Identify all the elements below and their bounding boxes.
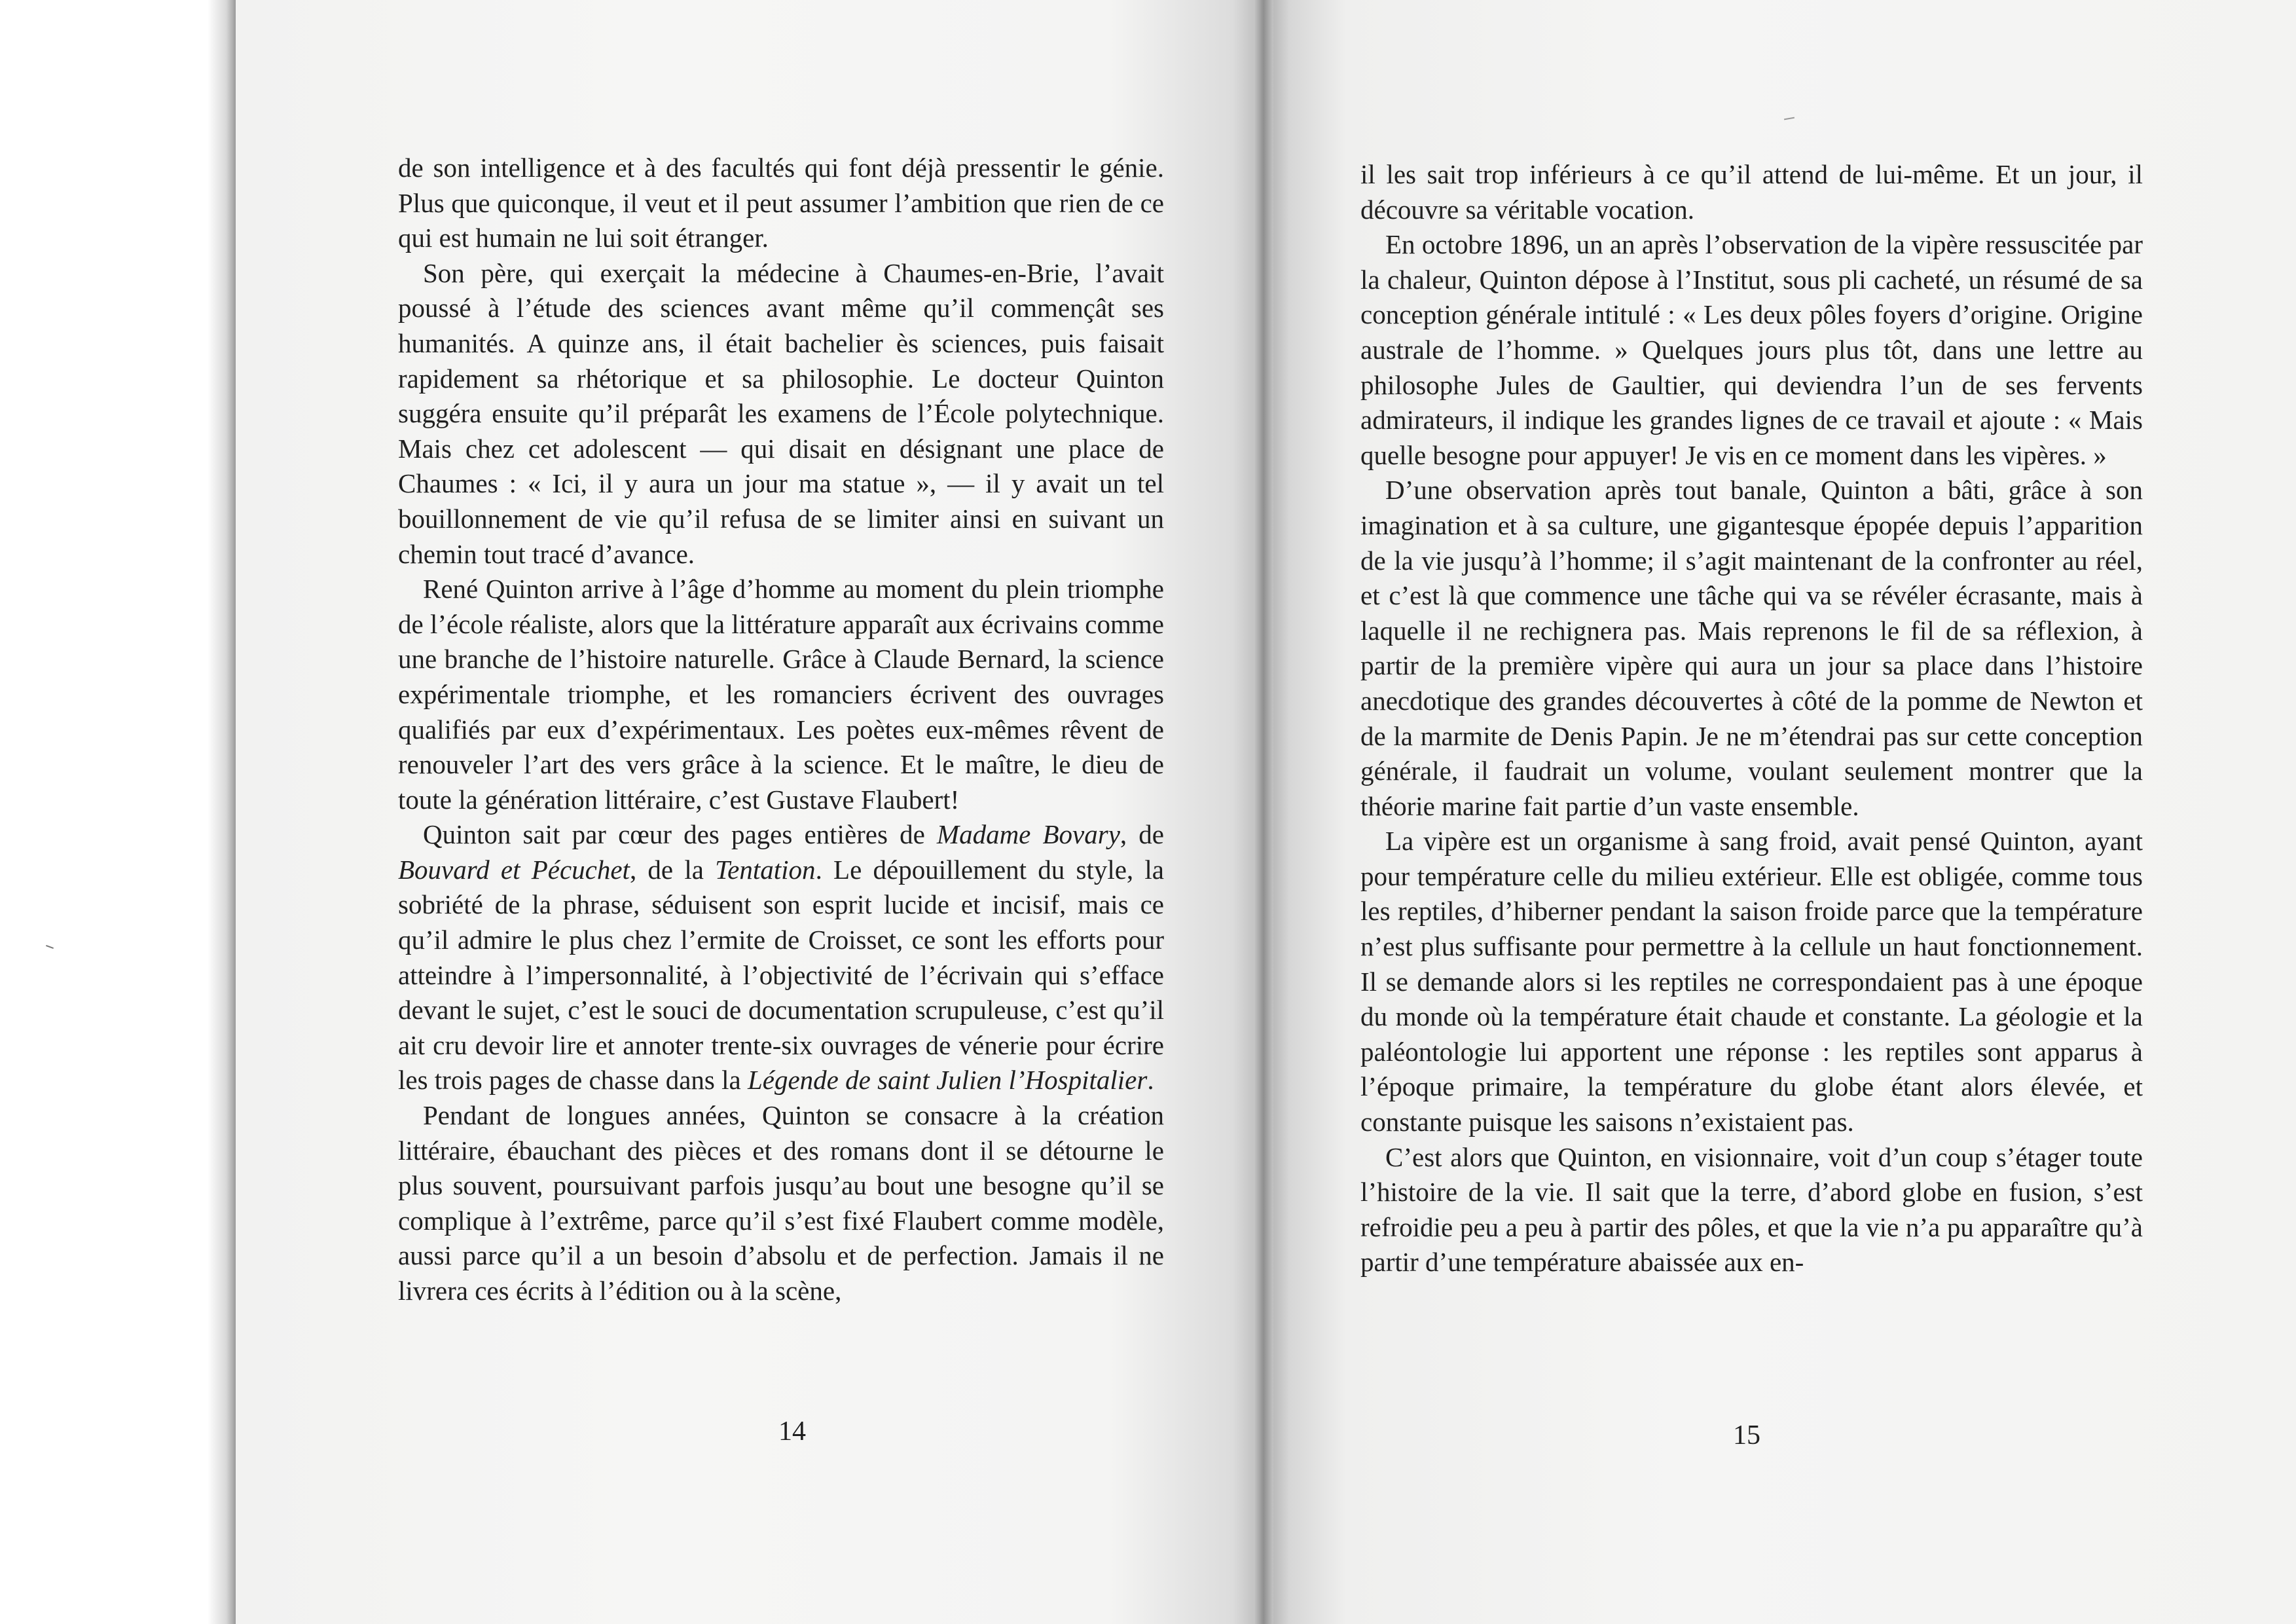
text-run: . Le dépouillement du style, la sobriété de la phrase, séduisent son esprit lucide et incisif, mais ce qu’il admire le plus chez l’ermite de Croisset, ce sont les efforts pour atteindre à l’impersonnalité, à l’objectivité de l’écrivain qui s’efface devant le sujet, c’est le souci de documentation scrupuleuse, c’est qu’il ait cru devoir lire et annoter trente-six ouvrages de vénerie pour écrire les trois pages de chasse dans la [398, 854, 1164, 1096]
text-run: Quinton sait par cœur des pages entières de [423, 819, 937, 850]
paragraph: C’est alors que Quinton, en visionnaire, voit d’un coup s’étager toute l’histoire de la vie. Il sait que la terre, d’abord globe en fusion, s’est refroidie peu a peu à partir des pôles, et que la vie n’a pu apparaître qu’à partir d’une température abaissée aux en- [1360, 1141, 2143, 1278]
book-title: Légende de saint Julien l’Hospitalier [747, 1065, 1148, 1096]
paragraph: Son père, qui exerçait la médecine à Chaumes-en-Brie, l’avait poussé à l’étude des sciences avant même qu’il commençât ses humanités. A quinze ans, il était bachelier ès sciences, puis faisait rapidement sa rhétorique et sa philosophie. Le docteur Quinton suggéra ensuite qu’il préparât les examens de l’École polytechnique. Mais chez cet adolescent — qui disait en désignant une place de Chaumes : « Ici, il y aura un jour ma statue », — il y avait un tel bouillonnement de vie qu’il refusa de se limiter ainsi en suivant un chemin tout tracé d’avance. [398, 257, 1164, 569]
paragraph: de son intelligence et à des facultés qui font déjà pressentir le génie. Plus que quiconque, il veut et il peut assumer l’ambition que rien de ce qui est humain ne lui soit étranger. [398, 153, 1164, 253]
book-title: Tentation [715, 854, 816, 885]
left-page-text [398, 151, 1164, 1309]
paragraph: D’une observation après tout banale, Quinton a bâti, grâce à son imagination et à sa culture, une gigantesque épopée depuis l’apparition de la vie jusqu’à l’homme; il s’agit maintenant de la confronter au réel, et c’est là que commence une tâche qui va se révéler écrasante, mais à laquelle il ne rechignera pas. Mais reprenons le fil de sa réflexion, à partir de la première vipère qui aura un jour sa place dans l’histoire anecdotique des grandes découvertes à côté de la pomme de Newton et de la marmite de Denis Papin. Je ne m’étendrai pas sur cette conception générale, il faudrait un volume, voulant seulement montrer que la théorie marine fait partie d’un vaste ensemble. [1360, 475, 2143, 821]
page-number: 14 [778, 1416, 806, 1447]
paragraph: René Quinton arrive à l’âge d’homme au moment du plein triomphe de l’école réaliste, alors que la littérature apparaît aux écrivains comme une branche de l’histoire naturelle. Grâce à Claude Bernard, la science expérimentale triomphe, et les romanciers écrivent des ouvrages qualifiés par eux d’expérimentaux. Les poètes eux-mêmes rêvent de renouveler l’art des vers grâce à la science. Et le maître, le dieu de toute la génération littéraire, c’est Gustave Flaubert! [398, 574, 1164, 815]
book-title: Madame Bovary [936, 819, 1120, 850]
right-page-text [1360, 157, 2143, 1280]
text-run: , de [1120, 819, 1165, 850]
book-gutter [1254, 0, 1273, 1624]
paragraph: En octobre 1896, un an après l’observation de la vipère ressuscitée par la chaleur, Quinton dépose à l’Institut, sous pli cacheté, un résumé de sa conception générale intitulé : « Les deux pôles foyers d’origine. Origine australe de l’homme. » Quelques jours plus tôt, dans une lettre au philosophe Jules de Gaultier, qui deviendra l’un de ses fervents admirateurs, il indique les grandes lignes de ce travail et ajoute : « Mais quelle besogne pour appuyer! Je vis en ce moment dans les vipères. » [1360, 229, 2143, 470]
paragraph [398, 817, 1164, 1098]
text-run: . [1147, 1065, 1154, 1096]
paragraph: il les sait trop inférieurs à ce qu’il attend de lui-même. Et un jour, il découvre sa véritable vocation. [1360, 159, 2143, 225]
paragraph: La vipère est un organisme à sang froid, avait pensé Quinton, ayant pour température celle du milieu extérieur. Elle est obligée, comme tous les reptiles, d’hiberner pendant la saison froide parce que la température n’est plus suffisante pour permettre à la cellule un haut fonctionnement. Il se demande alors si les reptiles ne correspondaient pas à une époque du monde où la température était chaude et constante. La géologie et la paléontologie lui apportent une réponse : les reptiles sont apparus à l’époque primaire, la température du globe étant alors élevée, et constante puisque les saisons n’existaient pas. [1360, 826, 2143, 1137]
paragraph: Pendant de longues années, Quinton se consacre à la création littéraire, ébauchant des pièces et des romans dont il se détourne le plus souvent, poursuivant parfois jusqu’au bout une besogne qu’il se complique à l’extrême, parce qu’il s’est fixé Flaubert comme modèle, aussi parce qu’il a un besoin d’absolu et de perfection. Jamais il ne livrera ces écrits à l’édition ou à la scène, [398, 1100, 1164, 1306]
scan-margin [0, 0, 236, 1624]
text-run: , de la [629, 854, 716, 885]
book-title: Bouvard et Pécuchet [398, 854, 630, 885]
page-number: 15 [1733, 1420, 1760, 1450]
